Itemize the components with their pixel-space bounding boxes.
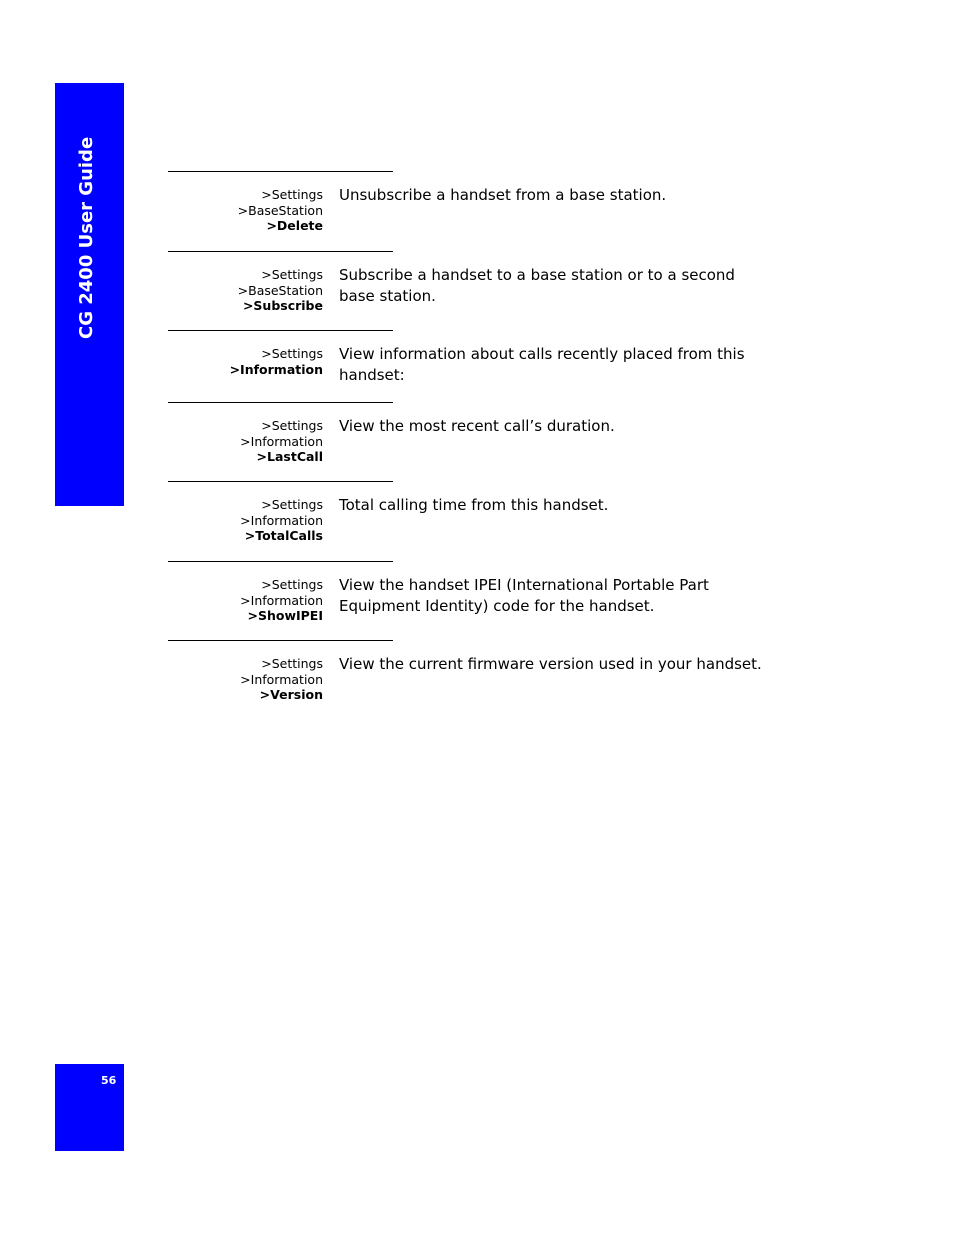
path-item: >Settings [261, 656, 323, 671]
menu-path [168, 577, 323, 624]
path-command: >LastCall [256, 449, 323, 465]
entry-description: View information about calls recently placed from this handset: [339, 345, 745, 384]
menu-path [168, 346, 323, 377]
entry-divider [168, 481, 393, 482]
entry-description: Unsubscribe a handset from a base station. [339, 186, 667, 204]
path-item: >Information [240, 512, 323, 528]
path-command: >TotalCalls [244, 528, 323, 544]
entry-divider [168, 251, 393, 252]
menu-path [168, 418, 323, 465]
entry-description: View the handset IPEI (International Portable Part Equipment Identity) code for the handset. [339, 576, 709, 615]
side-tab [55, 83, 124, 506]
path-item: >Settings [261, 497, 323, 512]
entry-description: Subscribe a handset to a base station or to a second base station. [339, 266, 735, 305]
entry-divider [168, 402, 393, 403]
path-item: >Settings [261, 418, 323, 433]
menu-path [168, 187, 323, 234]
path-item: >Settings [261, 187, 323, 202]
path-item: >BaseStation [237, 202, 323, 218]
path-command: >ShowIPEI [247, 608, 323, 624]
path-item: >BaseStation [237, 282, 323, 298]
path-item: >Information [240, 433, 323, 449]
entry-divider [168, 561, 393, 562]
entry-divider [168, 330, 393, 331]
menu-path [168, 497, 323, 544]
menu-path [168, 656, 323, 703]
path-command: >Delete [266, 218, 323, 234]
path-item: >Information [240, 671, 323, 687]
entry-description: Total calling time from this handset. [339, 496, 609, 514]
entry-description: View the current firmware version used in your handset. [339, 655, 762, 673]
path-item: >Settings [261, 346, 323, 361]
path-item: >Settings [261, 267, 323, 282]
entry-divider [168, 640, 393, 641]
path-item: >Settings [261, 577, 323, 592]
entry-divider [168, 171, 393, 172]
entry-description: View the most recent call’s duration. [339, 417, 615, 435]
guide-title: CG 2400 User Guide [76, 136, 97, 339]
menu-path [168, 267, 323, 314]
path-item: >Information [240, 592, 323, 608]
path-command: >Subscribe [242, 298, 323, 314]
path-command: >Version [259, 687, 323, 703]
page-number-tab [55, 1064, 124, 1151]
path-command: >Information [229, 361, 323, 377]
page-number: 56 [101, 1074, 117, 1087]
